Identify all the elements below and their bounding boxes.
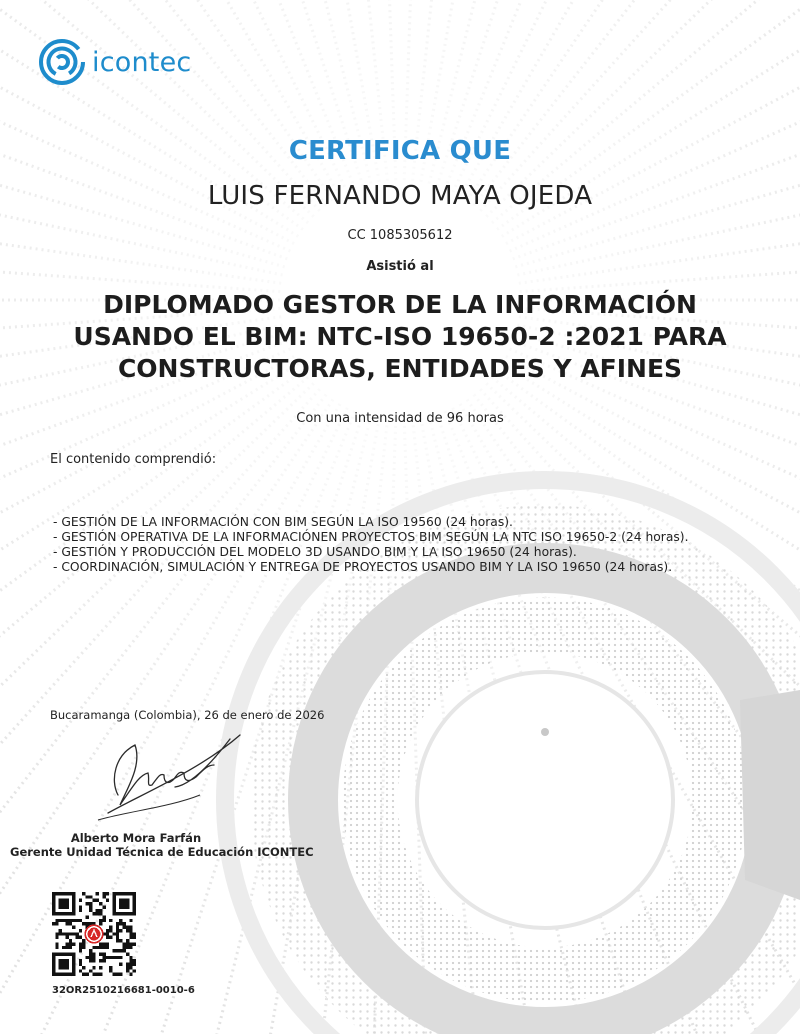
icontec-logo-icon (38, 38, 86, 86)
place-and-date: Bucaramanga (Colombia), 26 de enero de 2026 (50, 708, 325, 722)
brand-logo (38, 38, 191, 86)
recipient-id: CC 1085305612 (347, 228, 453, 243)
module-item: - GESTIÓN OPERATIVA DE LA INFORMACIÓNEN PROYECTOS BIM SEGÚN LA NTC ISO 19650-2 (24 horas). (53, 530, 689, 544)
content-intro: El contenido comprendió: (50, 452, 217, 467)
module-item: - GESTIÓN Y PRODUCCIÓN DEL MODELO 3D USANDO BIM Y LA ISO 19650 (24 horas). (53, 545, 577, 559)
course-title (70, 289, 730, 385)
course-title-line: CONSTRUCTORAS, ENTIDADES Y AFINES (117, 354, 683, 383)
signer-name: Alberto Mora Farfán (70, 831, 202, 845)
qr-code[interactable] (52, 892, 136, 976)
signer-title: Gerente Unidad Técnica de Educación ICONTEC (10, 845, 314, 859)
course-title-line: DIPLOMADO GESTOR DE LA INFORMACIÓN (103, 290, 697, 319)
handwritten-signature (80, 725, 250, 825)
recipient-name: LUIS FERNANDO MAYA OJEDA (207, 181, 593, 211)
module-item: - GESTIÓN DE LA INFORMACIÓN CON BIM SEGÚN LA ISO 19560 (24 horas). (53, 515, 513, 529)
brand-name: icontec (92, 46, 192, 78)
module-list (53, 515, 688, 575)
module-item: - COORDINACIÓN, SIMULACIÓN Y ENTREGA DE PROYECTOS USANDO BIM Y LA ISO 19650 (24 horas). (53, 560, 673, 574)
attended-label: Asistió al (366, 259, 434, 274)
course-intensity: Con una intensidad de 96 horas (296, 411, 504, 426)
certificate-code: 32OR2510216681-0010-6 (52, 985, 195, 996)
course-title-line: USANDO EL BIM: NTC-ISO 19650-2 :2021 PARA (73, 322, 727, 351)
certifies-heading: CERTIFICA QUE (288, 136, 512, 166)
